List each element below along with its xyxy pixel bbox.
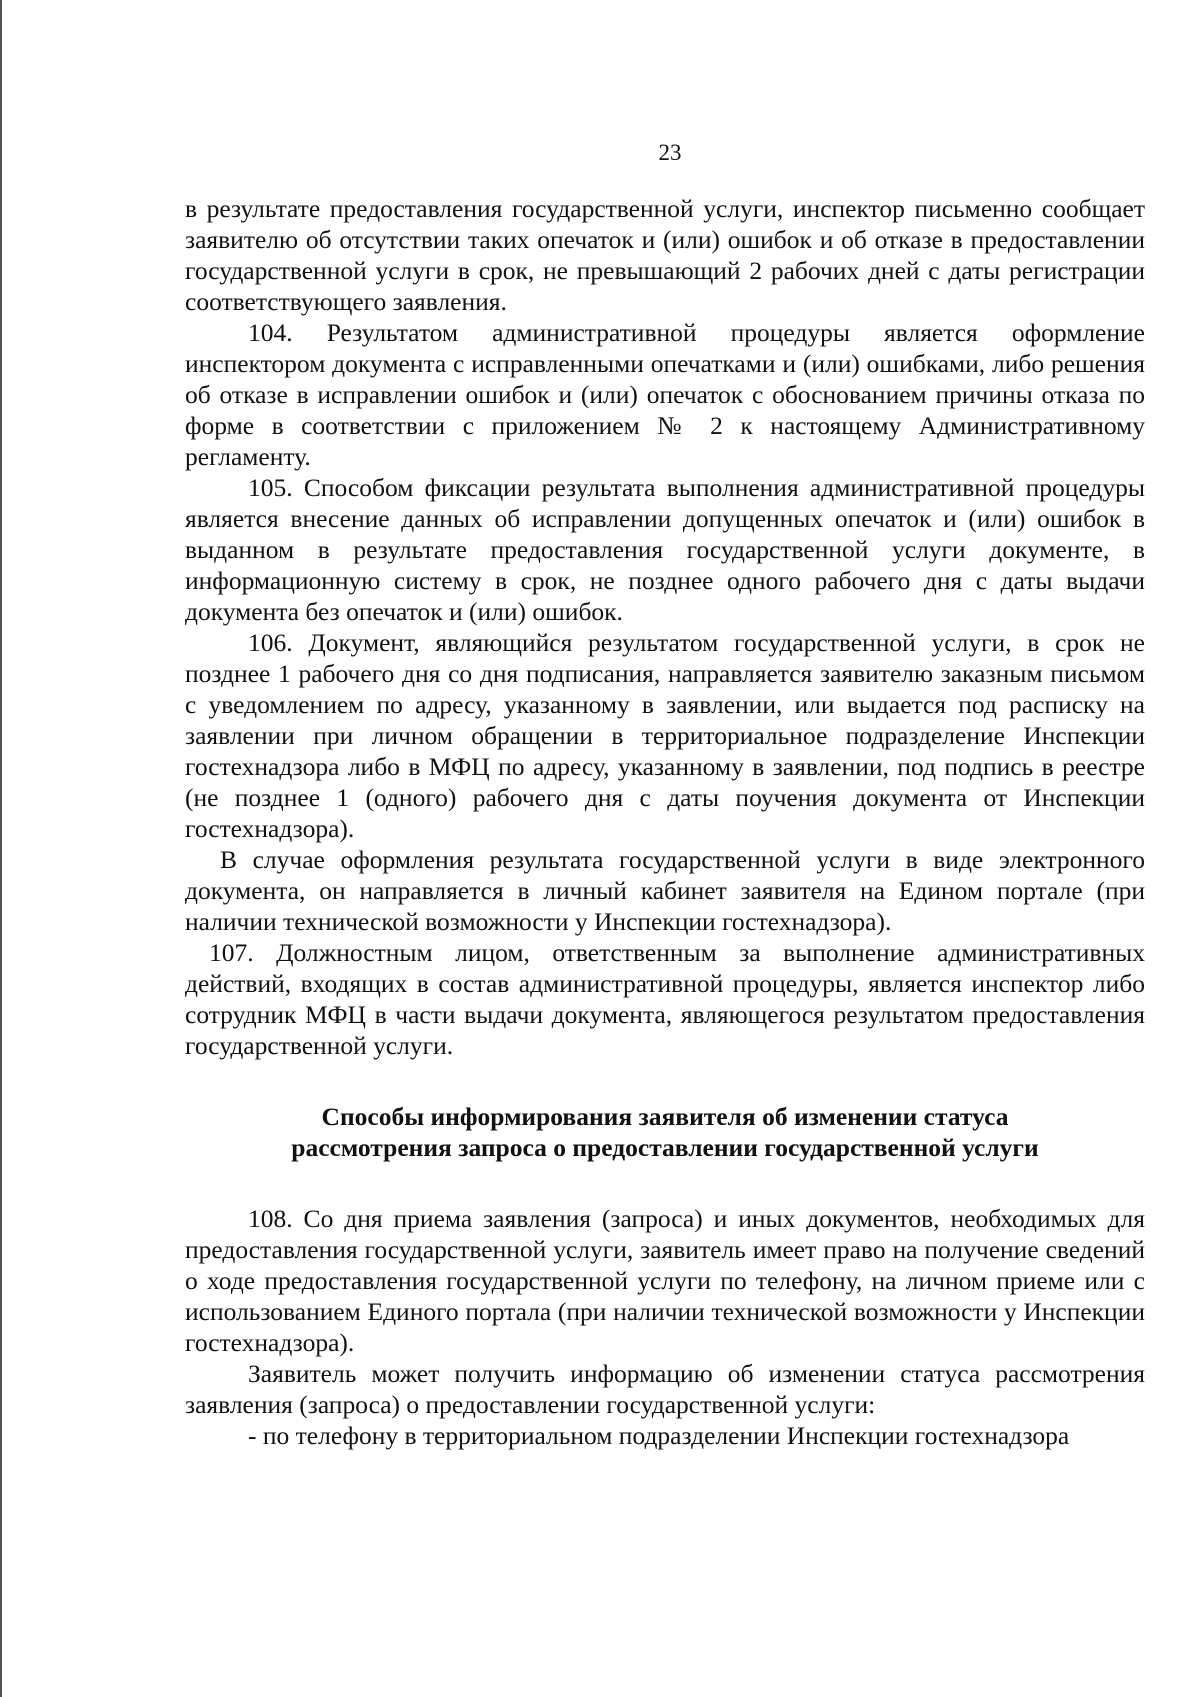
- document-body: [185, 193, 1145, 1451]
- paragraph-106-electronic: В случае оформления результата государственной услуги в виде электронного документа, он направляется в личный кабинет заявителя на Едином портале (при наличии технической возможности у Инспекции гостехнадзора).: [185, 845, 1145, 936]
- paragraph-104: 104. Результатом административной процедуры является оформление инспектором документа с исправленными опечатками и (или) ошибками, либо решения об отказе в исправлении ошибок и (или) опечаток с обоснованием причины отказа по форме в соответствии с приложением № 2 к настоящему Административному регламенту.: [185, 318, 1145, 471]
- page-number: 23: [658, 140, 682, 165]
- scan-edge-line: [0, 0, 2, 1697]
- paragraph-108-phone: - по телефону в территориальном подразделении Инспекции гостехнадзора: [248, 1421, 1070, 1450]
- paragraph-105: 105. Способом фиксации результата выполнения административной процедуры является внесение данных об исправлении допущенных опечаток и (или) ошибок в выданном в результате предоставления государственной услуги документе, в информационную систему в срок, не позднее одного рабочего дня с даты выдачи документа без опечаток и (или) ошибок.: [185, 473, 1145, 626]
- paragraph-106: 106. Документ, являющийся результатом государственной услуги, в срок не позднее 1 рабочего дня со дня подписания, направляется заявителю заказным письмом с уведомлением по адресу, указанному в заявлении, или выдается под расписку на заявлении при личном обращении в территориальное подразделение Инспекции гостехнадзора либо в МФЦ по адресу, указанному в заявлении, под подпись в реестре (не позднее 1 (одного) рабочего дня с даты поучения документа от Инспекции гостехнадзора).: [185, 628, 1145, 843]
- section-heading-line-2: рассмотрения запроса о предоставлении государственной услуги: [291, 1133, 1039, 1162]
- paragraph-108: 108. Со дня приема заявления (запроса) и иных документов, необходимых для предоставления государственной услуги, заявитель имеет право на получение сведений о ходе предоставления государственной услуги по телефону, на личном приеме или с использованием Единого портала (при наличии технической возможности у Инспекции гостехнадзора).: [185, 1204, 1145, 1357]
- section-heading-line-1: Способы информирования заявителя об изменении статуса: [321, 1102, 1009, 1131]
- paragraph-107: 107. Должностным лицом, ответственным за выполнение административных действий, входящих в состав административной процедуры, является инспектор либо сотрудник МФЦ в части выдачи документа, являющегося результатом предоставления государственной услуги.: [185, 938, 1145, 1060]
- section-heading: [185, 1101, 1145, 1163]
- paragraph-108-status: Заявитель может получить информацию об изменении статуса рассмотрения заявления (запроса) о предоставлении государственной услуги:: [185, 1359, 1145, 1419]
- paragraph-continuation: в результате предоставления государственной услуги, инспектор письменно сообщает заявителю об отсутствии таких опечаток и (или) ошибок и об отказе в предоставлении государственной услуги в срок, не превышающий 2 рабочих дней с даты регистрации соответствующего заявления.: [185, 194, 1145, 316]
